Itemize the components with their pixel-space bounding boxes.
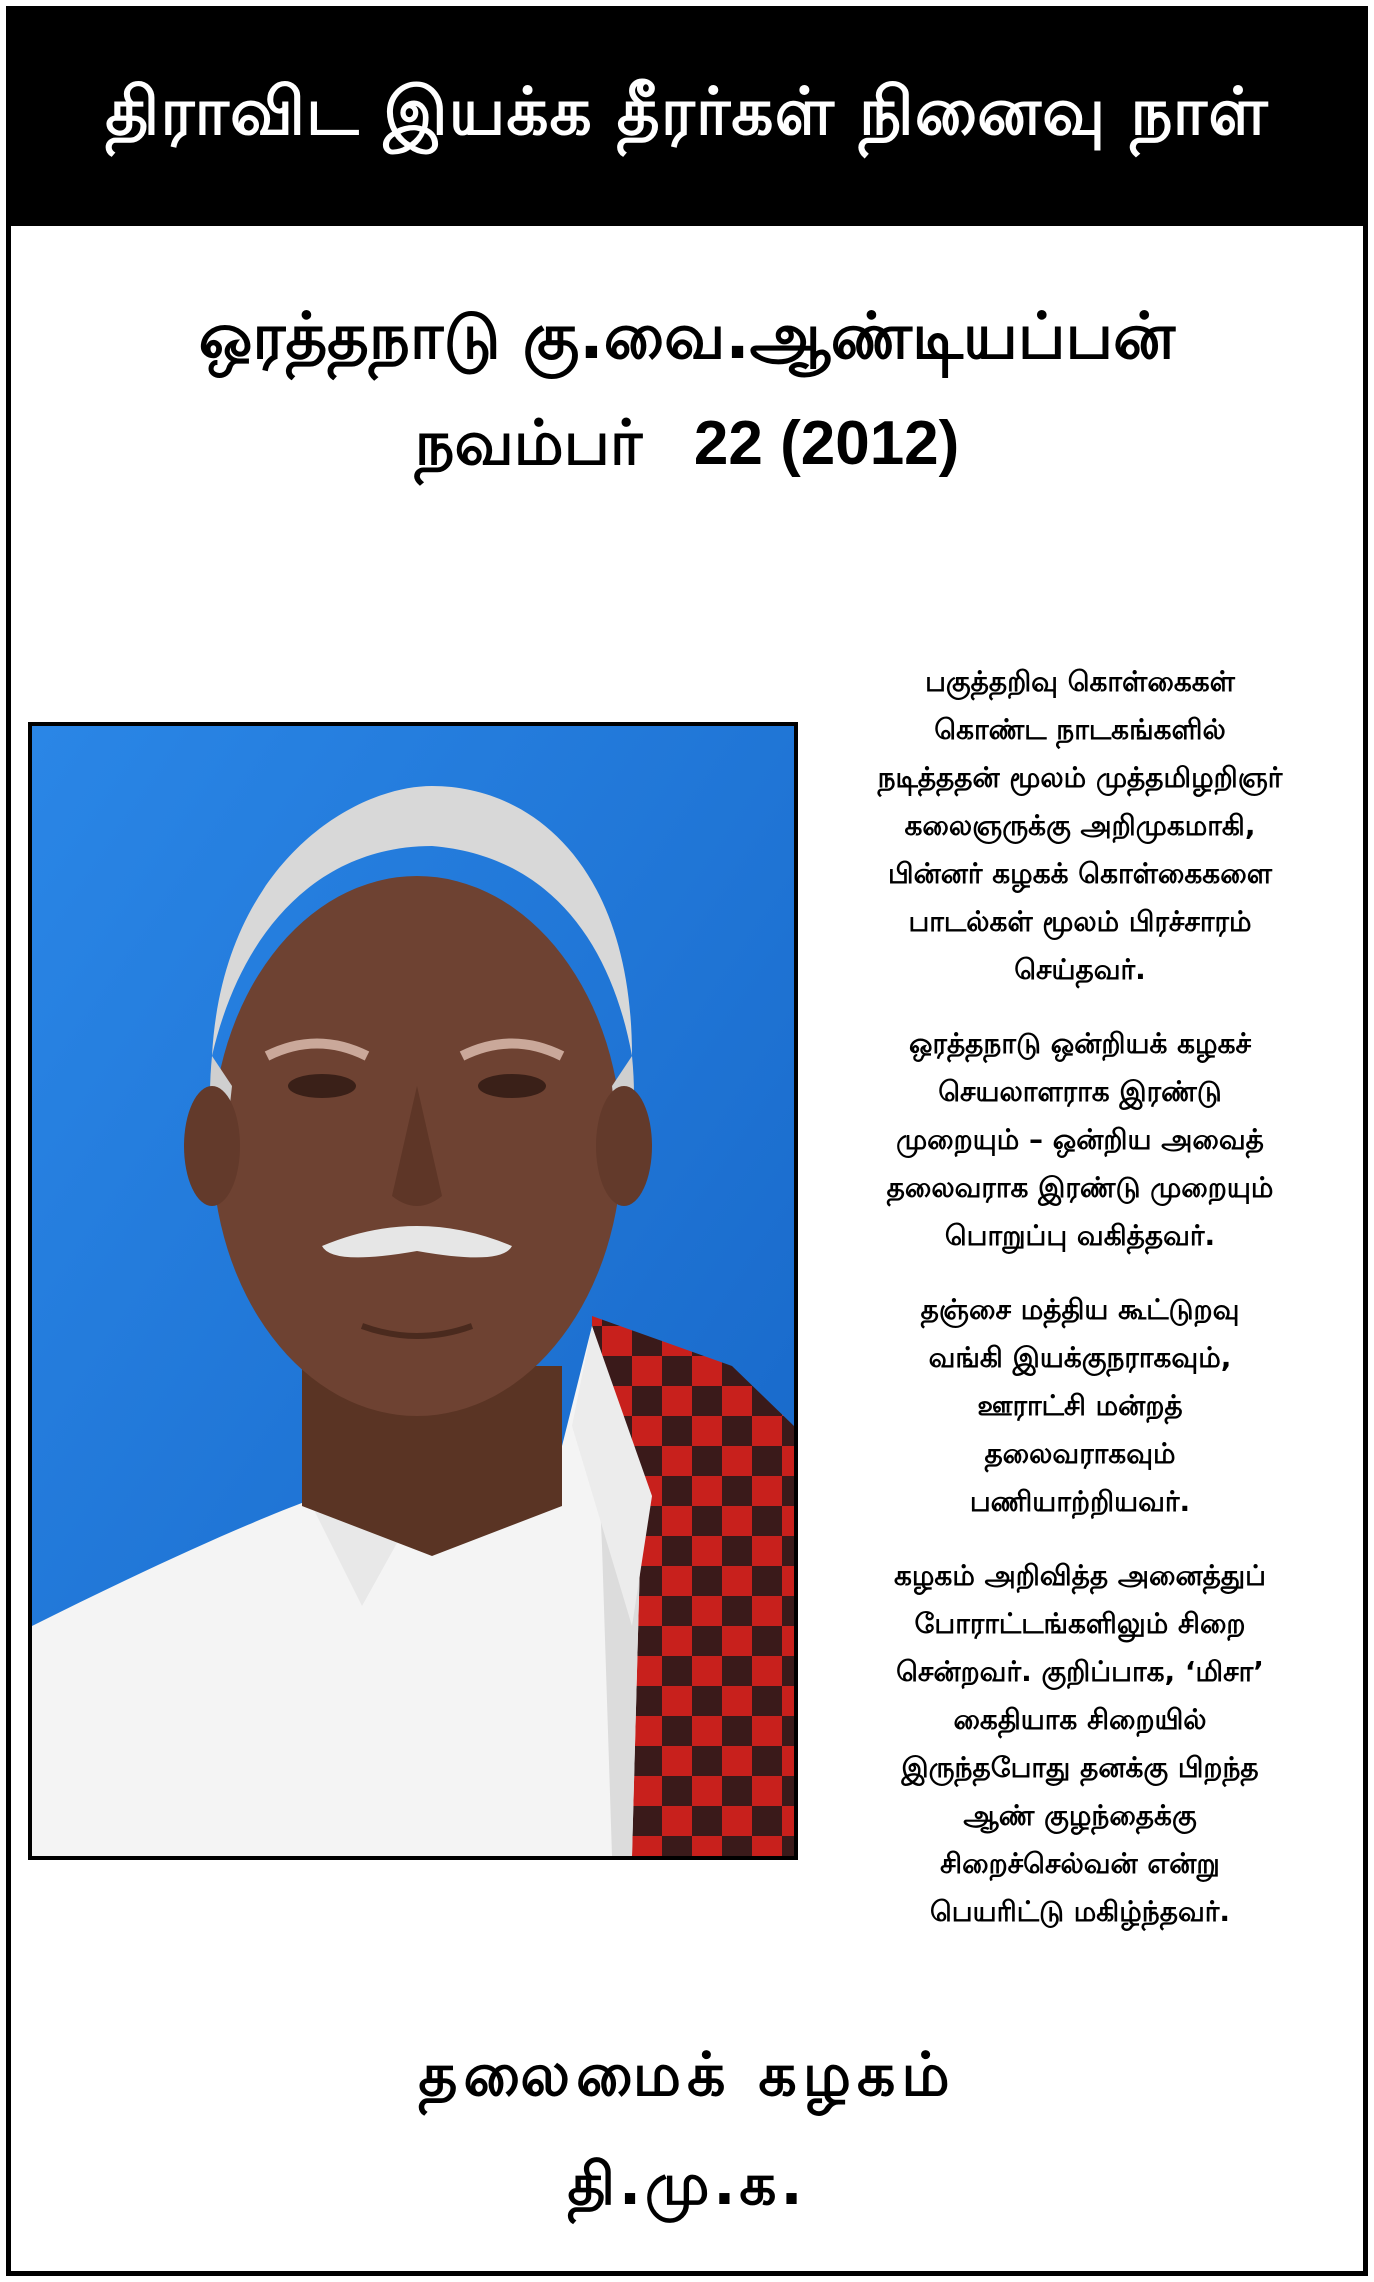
memorial-date: நவம்பர் 22 (2012) (414, 409, 960, 478)
bio-line: பணியாற்றியவர். (969, 1485, 1191, 1518)
bio-line: இருந்தபோது தனக்கு பிறந்த (901, 1751, 1259, 1784)
bio-line: பொறுப்பு வகித்தவர். (944, 1219, 1216, 1252)
bio-line: ஊராட்சி மன்றத் (977, 1389, 1183, 1422)
bio-line: சிறைச்செல்வன் என்று (940, 1847, 1220, 1880)
bio-line: பின்னர் கழகக் கொள்கைகளை (888, 857, 1272, 890)
bio-line: முறையும் – ஒன்றிய அவைத் (896, 1123, 1264, 1156)
bio-line: சென்றவர். குறிப்பாக, ‘மிசா’ (896, 1655, 1264, 1688)
bio-line: நடித்ததன் மூலம் முத்தமிழறிஞர் (877, 761, 1283, 794)
bio-paragraph-1 (800, 658, 1360, 994)
bio-line: கலைஞருக்கு அறிமுகமாகி, (904, 809, 1256, 842)
banner-title: திராவிட இயக்க தீரர்கள் நினைவு நாள் (105, 73, 1269, 150)
bio-line: கொண்ட நாடகங்களில் (934, 713, 1226, 746)
bio-line: ஆண் குழந்தைக்கு (963, 1799, 1197, 1832)
bio-paragraph-2 (800, 1020, 1360, 1260)
bio-line: பெயரிட்டு மகிழ்ந்தவர். (929, 1895, 1231, 1928)
bio-line: கழகம் அறிவித்த அனைத்துப் (893, 1559, 1267, 1592)
bio-paragraph-4 (800, 1552, 1360, 1936)
bio-line: செயலாளராக இரண்டு (938, 1075, 1222, 1108)
portrait-photo (28, 722, 798, 1860)
portrait-illustration (32, 726, 794, 1856)
bio-line: வங்கி இயக்குநராகவும், (928, 1341, 1232, 1374)
party-name: தி.மு.க. (567, 2150, 807, 2218)
bio-line: போராட்டங்களிலும் சிறை (914, 1607, 1246, 1640)
person-name: ஒரத்தநாடு கு.வை.ஆண்டியப்பன் (198, 300, 1176, 374)
bio-line: கைதியாக சிறையில் (953, 1703, 1207, 1736)
bio-paragraph-3 (800, 1286, 1360, 1526)
bio-line: தலைவராக இரண்டு முறையும் (886, 1171, 1274, 1204)
bio-line: செய்தவர். (1014, 953, 1146, 986)
bio-line: பகுத்தறிவு கொள்கைகள் (925, 665, 1235, 698)
bio-line: தலைவராகவும் (984, 1437, 1176, 1470)
bio-line: பாடல்கள் மூலம் பிரச்சாரம் (908, 905, 1252, 938)
bio-line: தஞ்சை மத்திய கூட்டுறவு (920, 1293, 1240, 1326)
bio-line: ஒரத்தநாடு ஒன்றியக் கழகச் (909, 1027, 1251, 1060)
headquarters-label: தலைமைக் கழகம் (418, 2040, 956, 2110)
biography (800, 658, 1360, 1962)
